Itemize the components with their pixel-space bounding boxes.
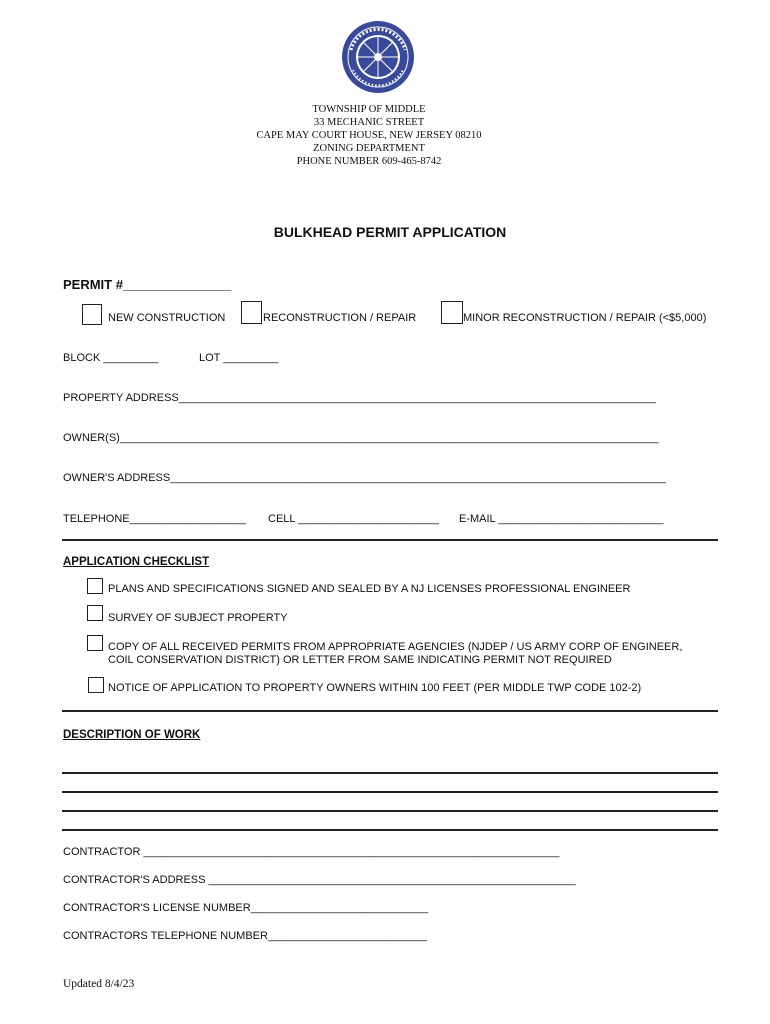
checklist-survey-checkbox[interactable] — [87, 605, 103, 621]
new-construction-label: NEW CONSTRUCTION — [108, 312, 226, 324]
section-divider — [62, 539, 718, 541]
lot-field[interactable]: LOT _________ — [199, 352, 279, 364]
description-title: DESCRIPTION OF WORK — [63, 729, 201, 741]
cell-field[interactable]: CELL _______________________ — [268, 513, 439, 525]
checklist-permits-label-line1: COPY OF ALL RECEIVED PERMITS FROM APPROPRIATE AGENCIES (NJDEP / US ARMY CORP OF ENGINEER, — [108, 641, 683, 653]
header-line-township: TOWNSHIP OF MIDDLE — [312, 104, 426, 115]
property-address-field[interactable]: PROPERTY ADDRESS______________________________________________________________________________ — [63, 392, 656, 404]
description-line-2[interactable] — [62, 791, 718, 793]
section-divider — [62, 710, 718, 712]
header-line-phone: PHONE NUMBER 609-465-8742 — [296, 156, 442, 167]
checklist-title: APPLICATION CHECKLIST — [63, 556, 210, 568]
description-line-1[interactable] — [62, 772, 718, 774]
owners-address-field[interactable]: OWNER'S ADDRESS_________________________________________________________________________________ — [63, 472, 666, 484]
checklist-permits-checkbox[interactable] — [87, 635, 103, 651]
township-seal-logo — [341, 20, 415, 94]
description-line-4[interactable] — [62, 829, 718, 831]
header-line-city: CAPE MAY COURT HOUSE, NEW JERSEY 08210 — [256, 130, 482, 141]
email-field[interactable]: E-MAIL ___________________________ — [459, 513, 664, 525]
contractor-field[interactable]: CONTRACTOR ____________________________________________________________________ — [63, 846, 560, 858]
contractor-address-field[interactable]: CONTRACTOR'S ADDRESS ____________________________________________________________ — [63, 874, 576, 886]
permit-number-field[interactable]: PERMIT #_______________ — [63, 277, 232, 292]
contractor-license-field[interactable]: CONTRACTOR'S LICENSE NUMBER_____________________________ — [63, 902, 429, 914]
owners-field[interactable]: OWNER(S)________________________________________________________________________________________ — [63, 432, 659, 444]
checklist-notice-label: NOTICE OF APPLICATION TO PROPERTY OWNERS WITHIN 100 FEET (PER MIDDLE TWP CODE 102-2) — [108, 682, 642, 694]
telephone-field[interactable]: TELEPHONE___________________ — [63, 513, 246, 525]
checklist-plans-label: PLANS AND SPECIFICATIONS SIGNED AND SEALED BY A NJ LICENSES PROFESSIONAL ENGINEER — [108, 583, 631, 595]
checklist-permits-label-line2: COIL CONSERVATION DISTRICT) OR LETTER FROM SAME INDICATING PERMIT NOT REQUIRED — [108, 654, 612, 666]
reconstruction-repair-checkbox[interactable] — [241, 301, 262, 324]
header-line-department: ZONING DEPARTMENT — [313, 143, 425, 154]
block-field[interactable]: BLOCK _________ — [63, 352, 159, 364]
minor-reconstruction-label: MINOR RECONSTRUCTION / REPAIR (<$5,000) — [463, 312, 707, 324]
minor-reconstruction-checkbox[interactable] — [441, 301, 463, 324]
header-line-street: 33 MECHANIC STREET — [313, 117, 425, 128]
checklist-plans-checkbox[interactable] — [87, 578, 103, 594]
form-title: BULKHEAD PERMIT APPLICATION — [273, 224, 507, 240]
contractor-telephone-field[interactable]: CONTRACTORS TELEPHONE NUMBER__________________________ — [63, 930, 428, 942]
reconstruction-repair-label: RECONSTRUCTION / REPAIR — [263, 312, 417, 324]
checklist-survey-label: SURVEY OF SUBJECT PROPERTY — [108, 612, 288, 624]
checklist-notice-checkbox[interactable] — [88, 677, 104, 693]
description-line-3[interactable] — [62, 810, 718, 812]
updated-date: Updated 8/4/23 — [63, 978, 135, 990]
new-construction-checkbox[interactable] — [82, 304, 102, 325]
